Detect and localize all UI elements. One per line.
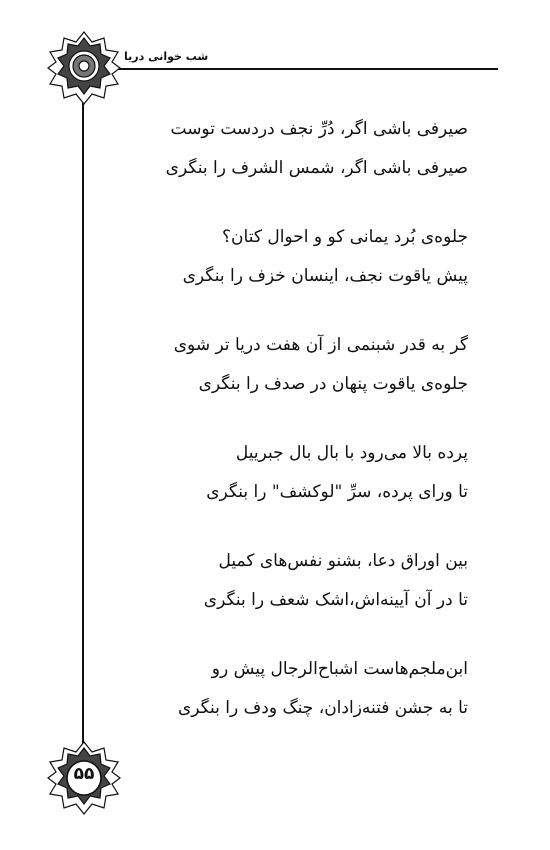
verse-line: گر به قدر شبنمی از آن هفت دریا تر شوی [173, 335, 468, 355]
stanza [128, 110, 468, 188]
stanza [128, 326, 468, 404]
header-rule [100, 68, 498, 70]
running-title: شب خوانی دریا [124, 50, 209, 63]
verse-line: تا به جشن فتنه‌زادان، چنگ ودف را بنگری [177, 698, 468, 718]
stanza [128, 218, 468, 296]
stanza [128, 434, 468, 512]
verse-line: جلوه‌ی یاقوت پنهان در صدف را بنگری [198, 374, 468, 394]
verse-line: صیرفی باشی اگر، دُرِّ نجف دردست توست [170, 119, 468, 139]
page-number: ۵۵ [73, 764, 95, 784]
top-rosette-ornament-icon [44, 28, 124, 108]
verse-line: تا ورای پرده، سرِّ "لوکشف" را بنگری [206, 482, 468, 502]
verse-line: صیرفی باشی اگر، شمس الشرف را بنگری [165, 158, 468, 178]
verse-line: پیش یاقوت نجف، اینسان خزف را بنگری [182, 266, 468, 286]
margin-vertical-rule [82, 62, 84, 774]
verse-line: بین اوراق دعا، بشنو نفس‌های کمیل [218, 551, 468, 571]
stanza [128, 650, 468, 728]
verse-line: پرده بالا می‌رود با بال بال جبرییل [235, 443, 468, 463]
poem [128, 110, 468, 758]
verse-line: تا در آن آیینه‌اش،اشک شعف را بنگری [203, 590, 468, 610]
verse-line: ابن‌ملجم‌هاست اشباح‌الرجال پیش رو [211, 659, 468, 679]
stanza [128, 542, 468, 620]
verse-line: جلوه‌ی بُرد یمانی کو و احوال کتان؟ [222, 227, 468, 247]
